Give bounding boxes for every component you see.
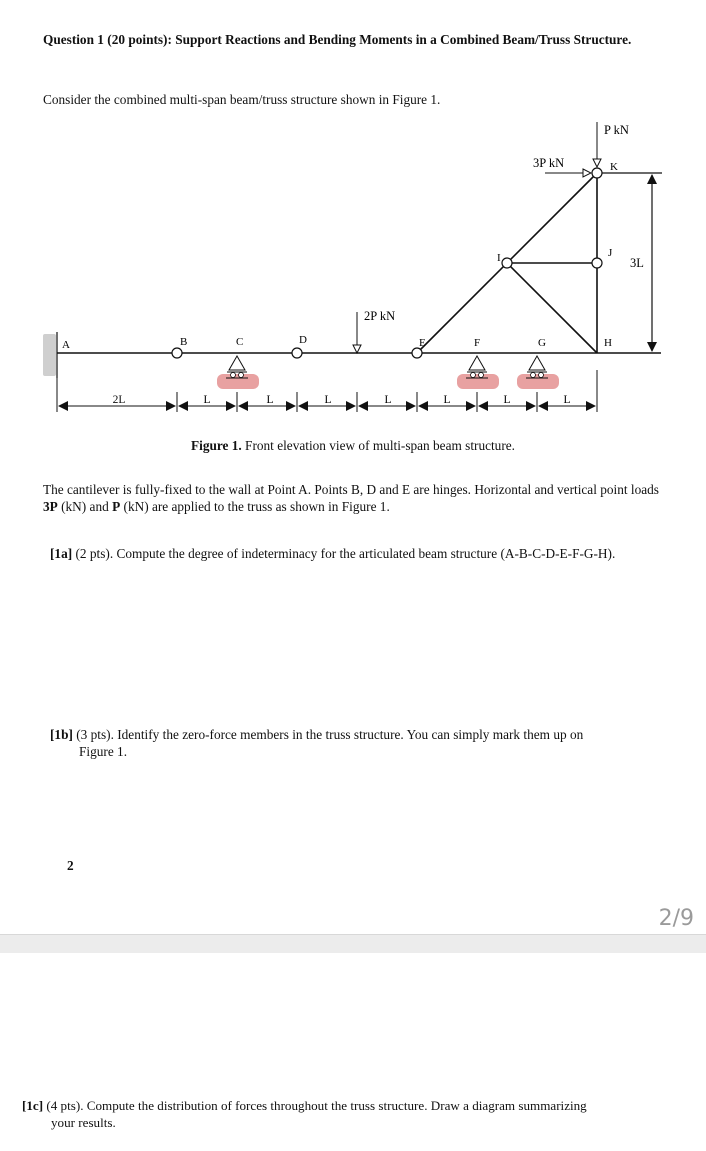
problem-description [43,481,665,515]
hinge-d [292,348,302,358]
part-1b-text-cont: Figure 1. [79,744,128,759]
span-label: L [563,394,571,406]
page-separator [0,934,706,954]
label-k: K [610,161,618,173]
part-1c [22,1097,662,1131]
label-a: A [62,339,70,351]
span-label: L [503,394,511,406]
label-h: H [604,337,612,349]
part-1b-label: [1b] [50,727,73,742]
label-g: G [538,337,546,349]
label-b: B [180,336,188,348]
label-f: F [474,337,481,349]
load-2p-label: 2P kN [364,309,396,323]
hinge-b [172,348,182,358]
part-1b [50,726,664,760]
span-label: L [324,394,332,406]
page-indicator: 2/9 [658,906,694,931]
joint-j [592,258,602,268]
figure-caption-label: Figure 1. [191,438,242,453]
part-1a-text: (2 pts). Compute the degree of indeterminacy for the articulated beam structure (A-B-C-D-E-F-G-H). [72,546,616,561]
description-text: (kN) and [57,499,113,514]
load-p-label: P kN [604,123,629,137]
question-title: Question 1 (20 points): Support Reactions and Bending Moments in a Combined Beam/Truss Structure. [43,32,632,47]
label-i: I [497,252,501,264]
span-label: L [266,394,274,406]
figure-1 [0,112,706,424]
description-bold: P [112,499,121,514]
span-label: L [384,394,392,406]
fixed-wall [43,334,56,376]
part-1b-text: (3 pts). Identify the zero-force members in the truss structure. You can simply mark them up on [72,727,584,742]
label-e: E [419,337,426,349]
load-3p-label: 3P kN [533,156,565,170]
hinge-e [412,348,422,358]
part-1a-label: [1a] [50,546,73,561]
span-label: L [203,394,211,406]
description-text: The cantilever is fully-fixed to the wall at Point A. Points B, D and E are hinges. Horizontal and vertical point loads [43,482,659,497]
part-1a [50,545,670,562]
height-label: 3L [630,256,644,270]
page-number: 2 [67,858,74,873]
part-1c-text-cont: your results. [51,1115,116,1130]
label-j: J [608,247,613,259]
span-label: L [443,394,451,406]
support-g [517,356,559,389]
joint-i [502,258,512,268]
support-c [217,356,259,389]
label-c: C [236,336,244,348]
joint-k [592,168,602,178]
description-bold: 3P [43,499,58,514]
description-text: (kN) are applied to the truss as shown in Figure 1. [120,499,390,514]
label-d: D [299,334,307,346]
question-intro: Consider the combined multi-span beam/truss structure shown in Figure 1. [43,92,441,107]
part-1c-label: [1c] [22,1098,44,1113]
figure-caption [0,437,706,454]
span-label: 2L [112,394,126,406]
support-f [457,356,499,389]
figure-caption-text: Front elevation view of multi-span beam structure. [241,438,515,453]
part-1c-text: (4 pts). Compute the distribution of forces throughout the truss structure. Draw a diagram summarizing [43,1098,587,1113]
